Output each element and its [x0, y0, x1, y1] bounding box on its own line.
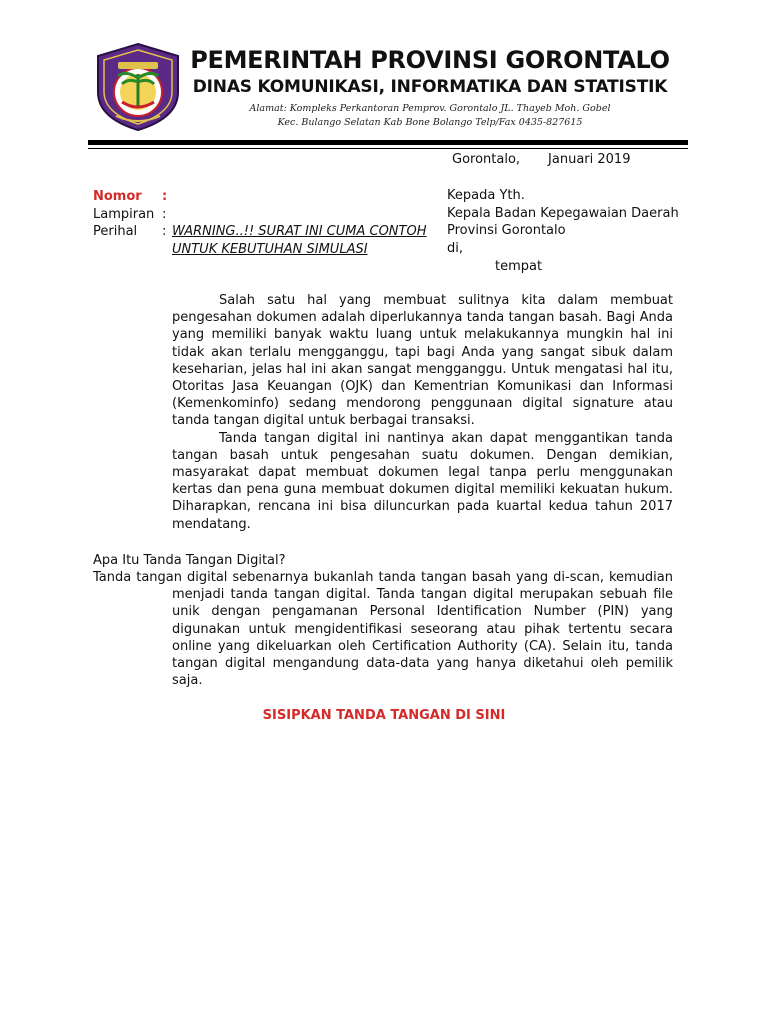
recipient-place: tempat: [495, 259, 543, 274]
letterhead-subtitle: DINAS KOMUNIKASI, INFORMATIKA DAN STATISTIK: [192, 77, 668, 97]
lampiran-value: [172, 206, 433, 224]
body-paragraph-2: Tanda tangan digital ini nantinya akan dapat menggantikan tanda tangan basah untuk pengesahan suatu dokumen. Dengan demikian, masyarakat dapat membuat dokumen legal tanpa perlu menggunakan kertas dan pena guna membuat dokumen digital memiliki kekuatan hukum. Diharapkan, rencana ini bisa diluncurkan pada kuartal kedua tahun 2017 mendatang.: [172, 430, 673, 532]
letterhead-divider-thick: [88, 140, 688, 145]
recipient-line2: Kepala Badan Kepegawaian Daerah: [447, 205, 679, 221]
perihal-line2: UNTUK KEBUTUHAN SIMULASI: [172, 241, 368, 257]
perihal-colon: :: [162, 224, 167, 239]
section-text: Tanda tangan digital sebenarnya bukanlah tanda tangan basah yang di-scan, kemudian menjadi tanda tangan digital. Tanda tangan digital merupakan sebuah file unik dengan pengamanan Personal Identification Number (PIN) yang digunakan untuk mengidentifikasi seseorang atau pihak tertentu secara online yang dikeluarkan oleh Certification Authority (CA). Selain itu, tanda tangan digital mengandung data-data yang hanya diketahui oleh pemilik saja.: [93, 570, 673, 689]
letterhead: [190, 46, 670, 130]
letterhead-title: PEMERINTAH PROVINSI GORONTALO: [190, 46, 670, 74]
recipient-line1: Kepada Yth.: [447, 188, 525, 203]
recipient-line4: di,: [447, 240, 463, 256]
lampiran-label: Lampiran: [93, 206, 155, 222]
letter-date: [452, 151, 630, 169]
date-place: Gorontalo,: [452, 152, 521, 167]
letterhead-divider-thin: [88, 148, 688, 149]
perihal-label: Perihal: [93, 224, 138, 239]
perihal-value: [172, 223, 433, 258]
lampiran-row: [93, 206, 433, 224]
provincial-emblem-icon: [92, 40, 184, 132]
nomor-value: [172, 188, 433, 206]
section-title: Apa Itu Tanda Tangan Digital?: [93, 553, 286, 568]
lampiran-colon: :: [162, 206, 167, 222]
perihal-row: [93, 223, 433, 258]
nomor-label: Nomor: [93, 189, 142, 204]
letterhead-address-line2: Kec. Bulango Selatan Kab Bone Bolango Telp/Fax 0435-827615: [277, 117, 583, 128]
nomor-colon: :: [162, 189, 168, 204]
signature-placeholder: SISIPKAN TANDA TANGAN DI SINI: [262, 708, 506, 723]
date-month-year: Januari 2019: [548, 152, 631, 167]
letter-body: [172, 292, 673, 533]
recipient-block: [447, 187, 697, 276]
section-text-block: [93, 569, 673, 689]
perihal-line1: WARNING..!! SURAT INI CUMA CONTOH: [172, 224, 427, 239]
recipient-line3: Provinsi Gorontalo: [447, 223, 566, 238]
nomor-row: [93, 188, 433, 206]
body-paragraph-1: Salah satu hal yang membuat sulitnya kita dalam membuat pengesahan dokumen adalah diperlukannya tanda tangan basah. Bagi Anda yang memiliki banyak waktu luang untuk melakukannya mungkin hal ini tidak akan terlalu mengganggu, tapi bagi Anda yang sangat sibuk dalam keseharian, jelas hal ini akan sangat mengganggu. Untuk mengatasi hal itu, Otoritas Jasa Keuangan (OJK) dan Kementrian Komunikasi dan Informasi (Kemenkominfo) sedang mendorong penggunaan digital signature atau tanda tangan digital untuk berbagai transaksi.: [172, 293, 673, 429]
letter-info: [93, 188, 433, 258]
letterhead-address-line1: Alamat: Kompleks Perkantoran Pemprov. Gorontalo JL. Thayeb Moh. Gobel: [249, 103, 611, 114]
